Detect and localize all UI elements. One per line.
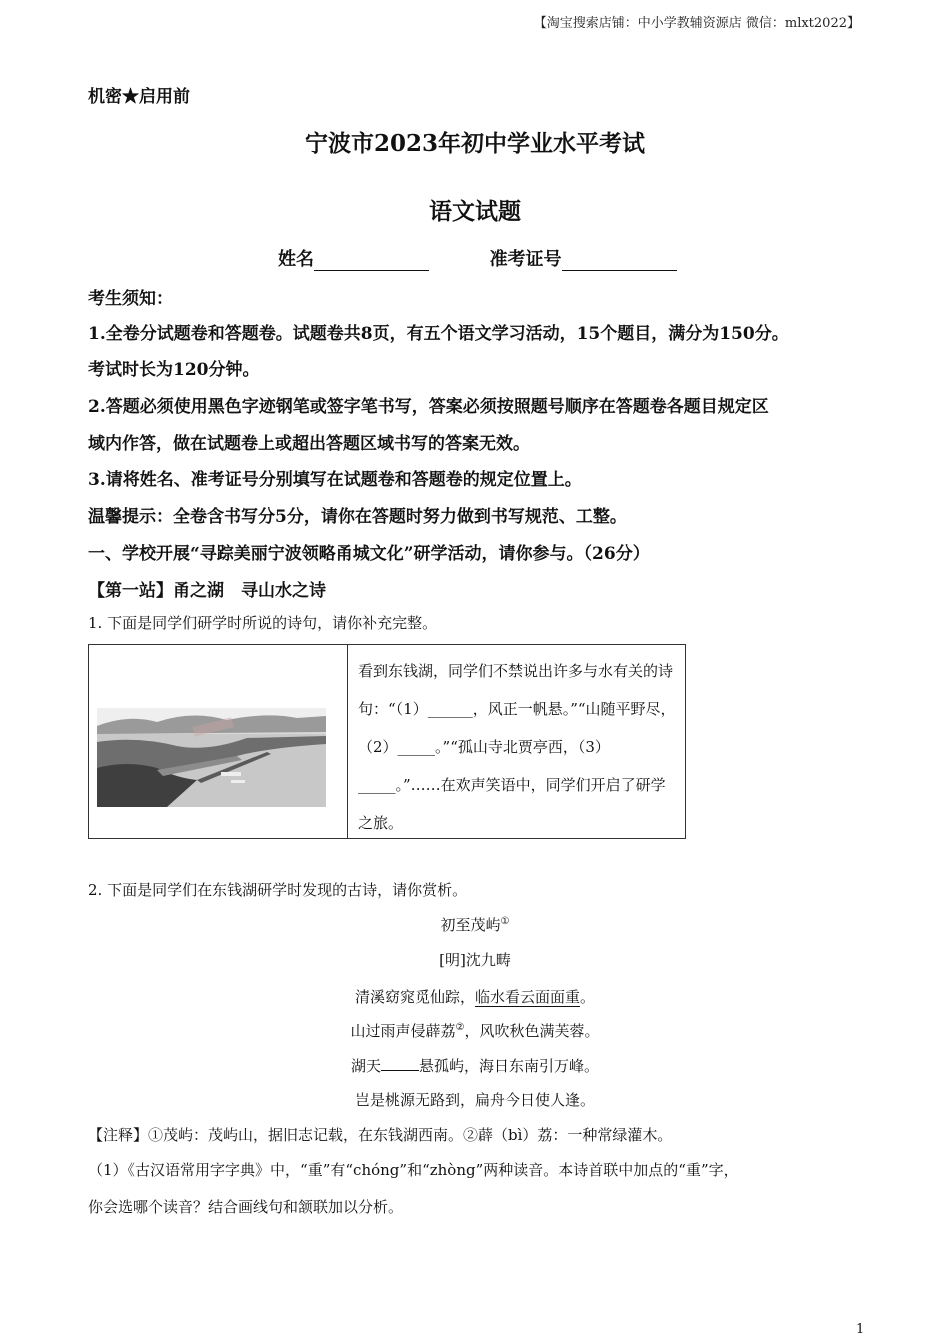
notice-3: 3.请将姓名、准考证号分别填写在试题卷和答题卷的规定位置上。 xyxy=(88,470,582,490)
id-label: 准考证号 xyxy=(489,249,562,270)
notice-1a: 1.全卷分试题卷和答题卷。试题卷共8页，有五个语文学习活动，15个题目，满分为150分。 xyxy=(88,324,789,344)
name-blank[interactable] xyxy=(314,252,429,271)
candidate-info-row xyxy=(278,245,677,271)
poem-title-text: 初至茂屿 xyxy=(440,916,501,934)
q1-prompt: 1. 下面是同学们研学时所说的诗句，请你补充完整。 xyxy=(88,614,438,632)
poem-line-1 xyxy=(0,986,950,1007)
poem-line-2b: ，风吹秋色满芙蓉。 xyxy=(464,1022,600,1040)
name-label: 姓名 xyxy=(278,249,314,270)
poem-underlined-phrase: 临水看云面面重 xyxy=(474,988,580,1006)
exam-subject: 语文试题 xyxy=(429,198,521,225)
lake-photo xyxy=(97,708,326,807)
header-note: 【淘宝搜索店铺：中小学教辅资源店 微信：mlxt2022】 xyxy=(533,16,860,31)
poem-title-mark: ① xyxy=(500,916,510,927)
poem-line-4: 岂是桃源无路到，扁舟今日使人逢。 xyxy=(354,1091,595,1109)
notice-2a: 2.答题必须使用黑色字迹钢笔或签字笔书写，答案必须按照题号顺序在答题卷各题目规定区 xyxy=(88,397,769,417)
poem-line-3b: 悬孤屿，海日东南引万峰。 xyxy=(419,1057,600,1075)
poem-line-3 xyxy=(0,1055,950,1076)
confidential-label: 机密★启用前 xyxy=(88,87,190,107)
q2-prompt: 2. 下面是同学们在东钱湖研学时发现的古诗，请你赏析。 xyxy=(88,881,468,899)
q1-image-cell xyxy=(89,645,348,838)
exam-title: 宁波市2023年初中学业水平考试 xyxy=(304,130,645,157)
poem-line-2 xyxy=(0,1020,950,1041)
poem-title xyxy=(0,914,950,935)
q1-text: 看到东钱湖，同学们不禁说出许多与水有关的诗句：“（1）______，风正一帆悬。”“山随平野尽，（2）_____。”“孤山寺北贾亭西，（3）_____。”……在欢声笑语中，同学们开启了研学之旅。 xyxy=(358,662,676,832)
poem-line-2-mark: ② xyxy=(455,1022,465,1033)
section-1-heading: 一、学校开展“寻踪美丽宁波领略甬城文化”研学活动，请你参与。（26分） xyxy=(88,544,650,564)
poem-line-2a: 山过雨声侵薜荔 xyxy=(350,1022,456,1040)
annotation: 【注释】①茂屿：茂屿山，据旧志记载，在东钱湖西南。②薜（bì）荔：一种常绿灌木。 xyxy=(88,1126,673,1144)
poem-blank[interactable] xyxy=(381,1056,419,1071)
q1-table xyxy=(88,644,686,839)
poem-line-1a: 清溪窈窕觅仙踪， xyxy=(354,988,475,1006)
notice-1b: 考试时长为120分钟。 xyxy=(88,360,260,380)
station-1-heading: 【第一站】甬之湖 寻山水之诗 xyxy=(88,581,326,601)
id-blank[interactable] xyxy=(562,252,677,271)
q2-sub1-line2: 你会选哪个读音？结合画线句和颔联加以分析。 xyxy=(88,1198,404,1216)
notice-2b: 域内作答，做在试题卷上或超出答题区域书写的答案无效。 xyxy=(88,434,530,454)
poem-author: [明]沈九畴 xyxy=(439,951,511,969)
poem-line-1c: 。 xyxy=(580,988,596,1006)
poem-line-3a: 湖天 xyxy=(350,1057,381,1075)
q2-sub1-line1: （1）《古汉语常用字字典》中，“重”有“chóng”和“zhòng”两种读音。本诗首联中加点的“重”字， xyxy=(88,1161,739,1179)
page-number: 1 xyxy=(856,1322,865,1337)
notice-heading: 考生须知： xyxy=(88,289,173,309)
tip: 温馨提示：全卷含书写分5分，请你在答题时努力做到书写规范、工整。 xyxy=(88,507,627,527)
